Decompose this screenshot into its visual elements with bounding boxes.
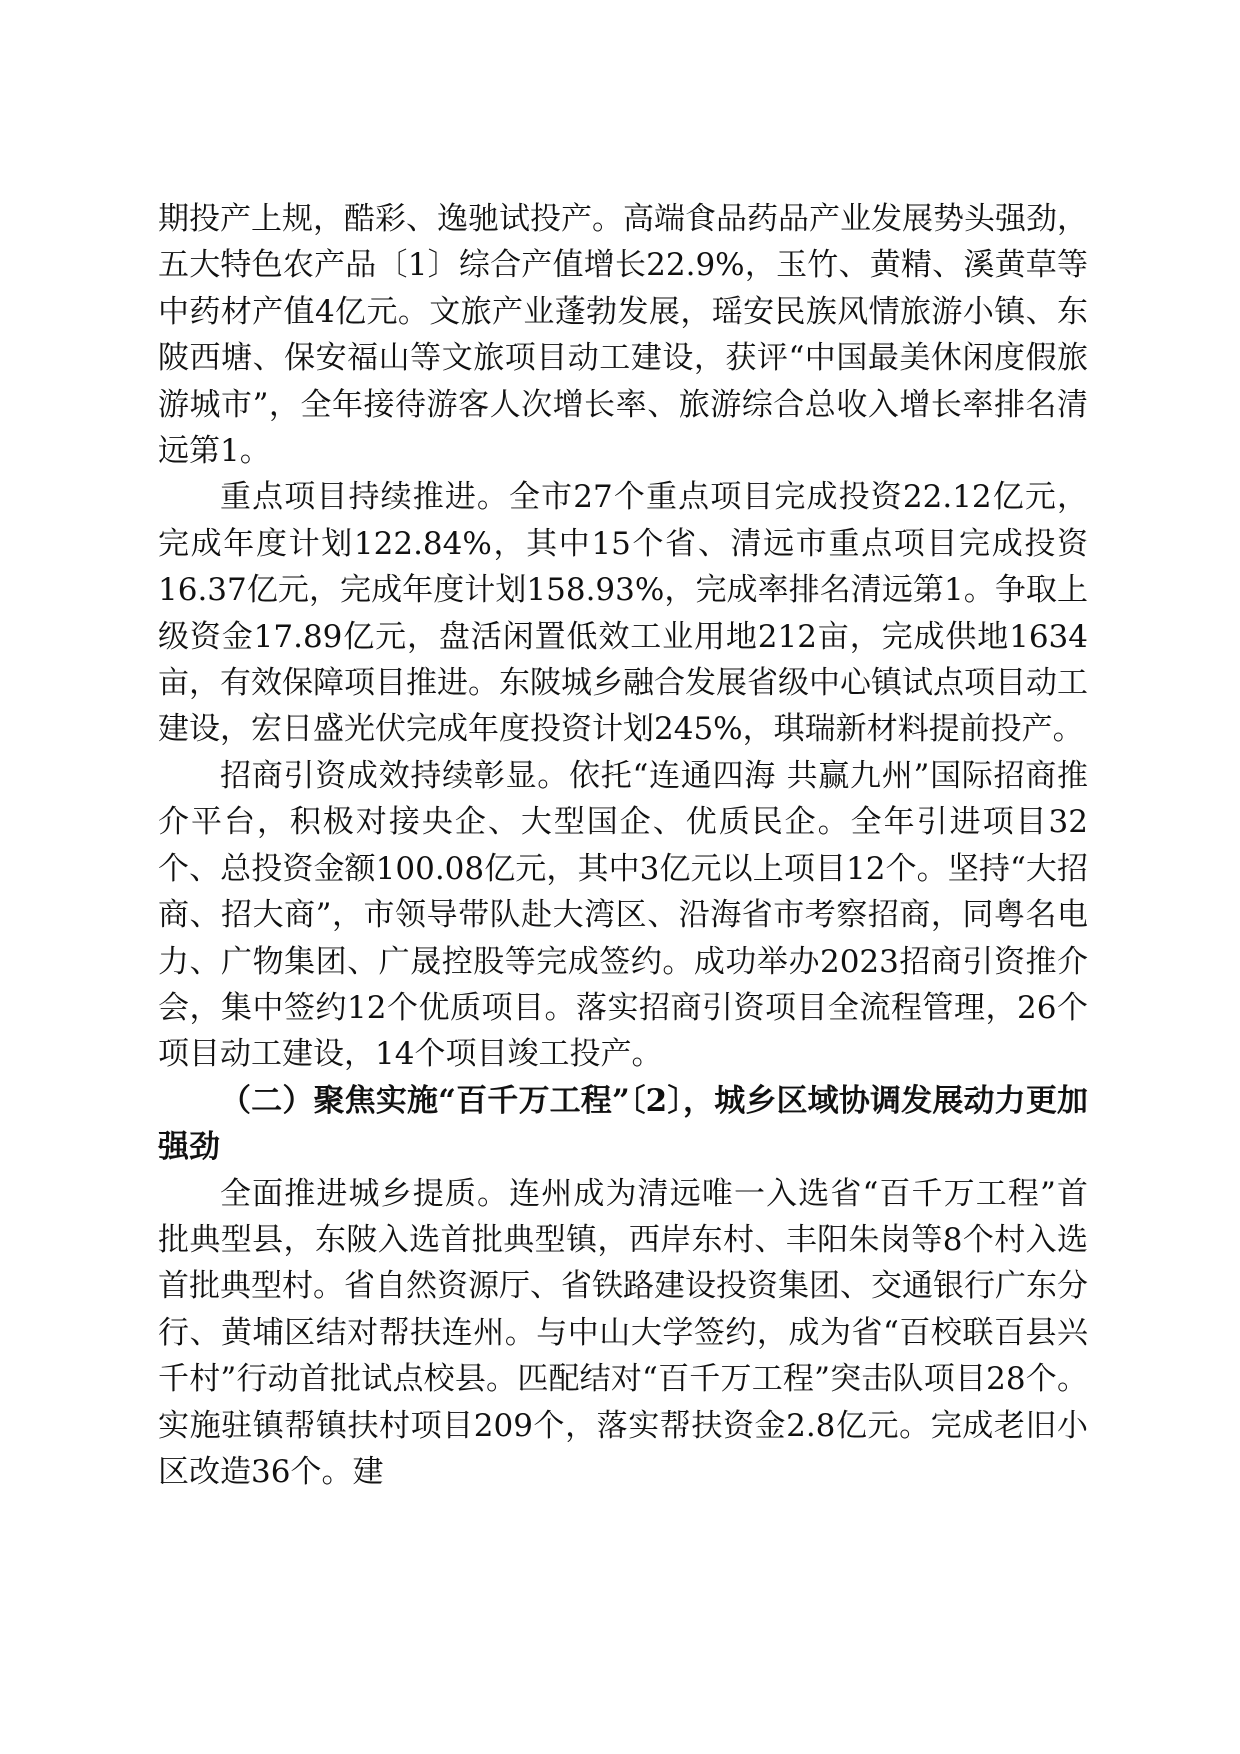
paragraph-key-projects: 重点项目持续推进。全市27个重点项目完成投资22.12亿元，完成年度计划122.84%，其中15个省、清远市重点项目完成投资16.37亿元，完成年度计划158.93%，完成率排名清远第1。争取上级资金17.89亿元，盘活闲置低效工业用地212亩，完成供地1634亩，有效保障项目推进。东陂城乡融合发展省级中心镇试点项目动工建设，宏日盛光伏完成年度投资计划245%，琪瑞新材料提前投产。 (158, 479, 1088, 748)
section-heading: （二）聚焦实施“百千万工程”〔2〕，城乡区域协调发展动力更加强劲 (158, 1082, 1088, 1166)
document-body (158, 196, 1088, 1495)
paragraph-investment-attraction: 招商引资成效持续彰显。依托“连通四海 共赢九州”国际招商推介平台，积极对接央企、大型国企、优质民企。全年引进项目32个、总投资金额100.08亿元，其中3亿元以上项目12个。坚持“大招商、招大商”，市领导带队赴大湾区、沿海省市考察招商，同粤名电力、广物集团、广晟控股等完成签约。成功举办2023招商引资推介会，集中签约12个优质项目。落实招商引资项目全流程管理，26个项目动工建设，14个项目竣工投产。 (158, 757, 1088, 1073)
paragraph-industry: 期投产上规，酷彩、逸驰试投产。高端食品药品产业发展势头强劲，五大特色农产品〔1〕综合产值增长22.9%，玉竹、黄精、溪黄草等中药材产值4亿元。文旅产业蓬勃发展，瑶安民族风情旅游小镇、东陂西塘、保安福山等文旅项目动工建设，获评“中国最美休闲度假旅游城市”，全年接待游客人次增长率、旅游综合总收入增长率排名清远第1。 (158, 201, 1088, 470)
paragraph-urban-rural: 全面推进城乡提质。连州成为清远唯一入选省“百千万工程”首批典型县，东陂入选首批典型镇，西岸东村、丰阳朱岗等8个村入选首批典型村。省自然资源厅、省铁路建设投资集团、交通银行广东分行、黄埔区结对帮扶连州。与中山大学签约，成为省“百校联百县兴千村”行动首批试点校县。匹配结对“百千万工程”突击队项目28个。实施驻镇帮镇扶村项目209个，落实帮扶资金2.8亿元。完成老旧小区改造36个。建 (158, 1175, 1088, 1490)
